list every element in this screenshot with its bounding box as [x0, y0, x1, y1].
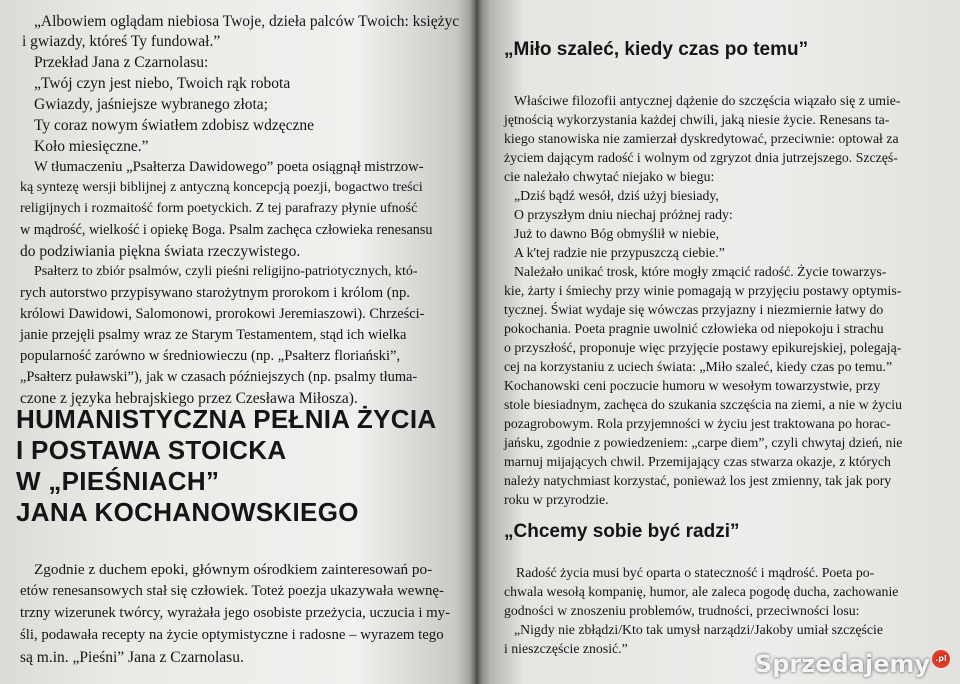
quote-line: „Nigdy nie zbłądzi/Kto tak umysł narządzi/Jakoby umiał szczęście [514, 622, 883, 637]
text-line: o przyszłość, proponuje więc przyjęcie postawy epikurejskiej, polegają- [504, 340, 902, 355]
text-line: roku w przyrodzie. [504, 492, 609, 507]
text-line: tycznej. Świat wydaje się wówczas przyjazny i niezmiernie łatwy do [504, 302, 884, 317]
text-line: Przekład Jana z Czarnolasu: [34, 54, 209, 71]
watermark-badge: .pl [932, 650, 950, 668]
text-line: jańsku, zgodnie z powiedzeniem: „carpe diem”, czyli chwytaj dzień, nie [504, 435, 903, 450]
text-line: popularność zarówno w średniowieczu (np. „Psałterz floriański”, [20, 348, 401, 364]
text-line: Koło miesięczne.” [34, 138, 149, 155]
chapter-heading-line: HUMANISTYCZNA PEŁNIA ŻYCIA [16, 404, 437, 434]
text-line: cie należało chwytać niejako w biegu: [504, 169, 715, 184]
text-line: Psałterz to zbiór psalmów, czyli pieśni religijno-patriotycznych, któ- [34, 264, 418, 279]
text-line: „Albowiem oglądam niebiosa Twoje, dzieła palców Twoich: księżyc [34, 13, 460, 30]
quote-line: i nieszczęście znosić.” [504, 641, 628, 656]
section-heading: „Miło szaleć, kiedy czas po temu” [504, 39, 809, 60]
book-gutter [470, 0, 482, 684]
text-line: Właściwe filozofii antycznej dążenie do szczęścia wiązało się z umie- [514, 93, 901, 108]
text-line: „Psałterz puławski”), jak w czasach późniejszych (np. psalmy tłuma- [20, 369, 418, 385]
text-line: Należało unikać trosk, które mogły zmącić radość. Życie towarzys- [514, 264, 887, 279]
quote-line: A k'tej radzie nie przypuszczą ciebie.” [514, 245, 725, 260]
text-line: rych autorstwo przypisywano starożytnym prorokom i królom (np. [20, 285, 410, 301]
text-line: religijnych i rozmaitość form poetyckich. Z tej parafrazy płynie ufność [20, 201, 418, 216]
text-line: trzny wizerunek twórcy, wyrażała jego osobiste przeżycia, uczucia i my- [20, 605, 451, 621]
text-line: stole biesiadnym, zachęca do szukania szczęścia na ziemi, a nie w życiu [504, 397, 903, 412]
text-line: etów renesansowych stał się człowiek. Toteż poezja ukazywała wewnę- [20, 583, 444, 599]
text-line: Zgodnie z duchem epoki, głównym ośrodkiem zainteresowań po- [34, 561, 433, 578]
text-line: w mądrość, wielkość i opiekę Boga. Psalm zachęca człowieka renesansu [20, 222, 433, 238]
chapter-heading-line: W „PIEŚNIACH” [16, 466, 220, 496]
text-line: Gwiazdy, jaśniejsze wybranego złota; [34, 96, 268, 113]
text-line: godności w znoszeniu problemów, trudności, przeciwności losu: [504, 603, 860, 618]
text-line: chwala wesołą kompanię, humor, ale zaleca pogodę ducha, zachowanie [504, 584, 899, 599]
text-line: czone z języka hebrajskiego przez Czesława Miłosza). [20, 390, 358, 407]
text-line: Radość życia musi być oparta o stateczność i mądrość. Poeta po- [516, 565, 875, 580]
watermark-text: Sprzedajemy [754, 650, 930, 678]
text-line: pozagrobowym. Rola przyjemności w życiu jest traktowana po horac- [504, 416, 891, 431]
quote-line: „Dziś bądź wesół, dziś użyj biesiady, [514, 188, 719, 203]
text-line: Ty coraz nowym światłem zdobisz wdzęczne [34, 117, 314, 134]
text-line: i gwiazdy, któreś Ty fundował.” [22, 33, 221, 50]
text-line: do podziwiania piękna świata rzeczywistego. [20, 243, 301, 260]
section-heading: „Chcemy sobie być radzi” [504, 521, 740, 542]
text-line: są m.in. „Pieśni” Jana z Czarnolasu. [20, 649, 244, 666]
text-line: śli, podawała recepty na życie optymistyczne i radosne – wyrazem tego [20, 627, 444, 643]
text-line: jętnością wykorzystania każdej chwili, jaką niesie życie. Renesans ta- [504, 112, 890, 127]
watermark [755, 650, 950, 678]
text-line: cej na korzystaniu z uciech świata: „Miło szaleć, kiedy czas po temu.” [504, 359, 893, 374]
text-line: „Twój czyn jest niebo, Twoich rąk robota [34, 75, 291, 92]
text-line: życiem dającym radość i wolnym od zgryzot dnia jutrzejszego. Szczęś- [504, 150, 898, 165]
text-line: kie, żarty i śmiechy przy winie pomagają w przyjęciu postawy optymis- [504, 283, 902, 298]
text-line: królowi Dawidowi, Salomonowi, prorokowi Jeremiaszowi). Chrześci- [20, 306, 425, 322]
text-line: Kochanowski ceni poczucie humoru w wesołym towarzystwie, przy [504, 378, 881, 393]
text-line: W tłumaczeniu „Psałterza Dawidowego” poeta osiągnął mistrzow- [34, 159, 424, 175]
left-page [0, 0, 476, 684]
quote-line: Już to dawno Bóg obmyślił w niebie, [514, 226, 720, 241]
right-page [476, 0, 960, 684]
chapter-heading-line: I POSTAWA STOICKA [16, 435, 287, 465]
quote-line: O przyszłym dniu niechaj próżnej rady: [514, 207, 733, 222]
text-line: pokochania. Poeta pragnie uwolnić człowieka od niepokoju i strachu [504, 321, 884, 336]
text-line: janie przejęli psalmy wraz ze Starym Testamentem, stąd ich wielka [20, 327, 407, 343]
text-line: kiego stanowiska nie zamierzał dyskredytować, przeciwnie: optował za [504, 131, 899, 146]
text-line: ką syntezę wersji biblijnej z antyczną koncepcją poezji, bogactwo treści [20, 180, 423, 195]
text-line: należy natychmiast korzystać, ponieważ los jest zmienny, tak jak pory [504, 473, 892, 488]
text-line: marnuj mijających chwil. Przemijający czas stwarza okazje, z których [504, 454, 891, 469]
chapter-heading-line: JANA KOCHANOWSKIEGO [16, 497, 359, 527]
